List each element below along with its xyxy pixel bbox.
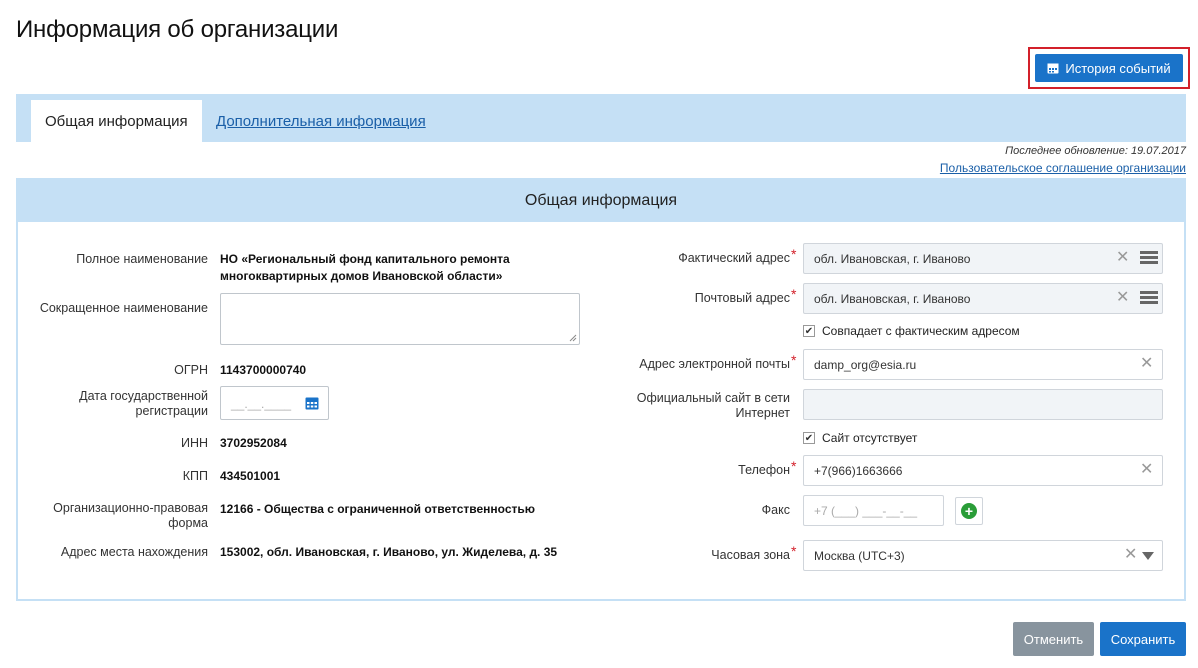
- inn-value: 3702952084: [220, 436, 287, 450]
- kpp-label: КПП: [182, 469, 208, 483]
- legal-form-label-line1: Организационно-правовая: [53, 501, 208, 515]
- short-name-textarea[interactable]: [220, 293, 580, 345]
- required-asterisk: *: [791, 352, 797, 368]
- email-field[interactable]: [803, 349, 1163, 380]
- menu-icon[interactable]: [1140, 289, 1162, 309]
- ogrn-value: 1143700000740: [220, 363, 307, 377]
- history-button-highlight: [1028, 47, 1190, 89]
- same-as-actual-checkbox[interactable]: ✔: [804, 325, 814, 337]
- calendar-icon: [1047, 62, 1059, 74]
- fax-label: Факс: [761, 503, 790, 517]
- timezone-label: Часовая зона: [711, 548, 790, 562]
- required-asterisk: *: [791, 543, 797, 559]
- same-as-actual-row[interactable]: [803, 324, 1020, 338]
- actual-address-label: Фактический адрес: [678, 251, 790, 265]
- actual-address-value: обл. Ивановская, г. Иваново: [814, 251, 971, 266]
- add-fax-button[interactable]: [955, 497, 983, 525]
- panel-title: Общая информация: [18, 180, 1184, 222]
- reg-date-label: [16, 389, 208, 419]
- ogrn-label: ОГРН: [174, 363, 208, 377]
- location-label: Адрес места нахождения: [60, 545, 208, 559]
- user-agreement-link[interactable]: Пользовательское соглашение организации: [939, 161, 1186, 175]
- reg-date-label-line1: Дата государственной: [79, 389, 208, 403]
- website-label-line1: Официальный сайт в сети: [636, 391, 790, 405]
- website-field[interactable]: [803, 389, 1163, 420]
- reg-date-placeholder: __.__.____: [231, 397, 292, 411]
- tab-additional-info[interactable]: Дополнительная информация: [216, 112, 426, 130]
- tabs-bar: [16, 94, 1186, 142]
- tab-general-info[interactable]: Общая информация: [31, 100, 202, 142]
- actual-address-field[interactable]: [803, 243, 1163, 274]
- save-button[interactable]: Сохранить: [1100, 622, 1186, 656]
- email-value: damp_org@esia.ru: [814, 357, 917, 372]
- clear-icon[interactable]: ✕: [1140, 355, 1154, 372]
- phone-value: +7(966)1663666: [814, 463, 903, 478]
- legal-form-value: 12166 - Общества с ограниченной ответственностью: [220, 502, 535, 516]
- menu-icon[interactable]: [1140, 249, 1162, 269]
- legal-form-label-line2: форма: [168, 516, 208, 530]
- website-label-line2: Интернет: [735, 406, 790, 420]
- full-name-line1: НО «Региональный фонд капитального ремонта: [220, 252, 510, 266]
- clear-icon[interactable]: ✕: [1116, 249, 1130, 266]
- clear-icon[interactable]: ✕: [1116, 289, 1130, 306]
- required-asterisk: *: [791, 286, 797, 302]
- page-title: Информация об организации: [16, 16, 339, 43]
- full-name-label: Полное наименование: [76, 252, 208, 266]
- phone-field[interactable]: [803, 455, 1163, 486]
- timezone-value: Москва (UTC+3): [814, 548, 905, 563]
- clear-icon[interactable]: ✕: [1140, 461, 1154, 478]
- location-value: 153002, обл. Ивановская, г. Иваново, ул. Жиделева, д. 35: [220, 545, 558, 559]
- short-name-label: Сокращенное наименование: [39, 301, 208, 315]
- website-label: [560, 391, 790, 421]
- required-asterisk: *: [791, 246, 797, 262]
- inn-label: ИНН: [180, 436, 208, 450]
- postal-address-field[interactable]: [803, 283, 1163, 314]
- clear-icon[interactable]: ✕: [1124, 546, 1138, 563]
- full-name-line2: многоквартирных домов Ивановской области»: [220, 269, 503, 283]
- postal-address-label: Почтовый адрес: [694, 291, 790, 305]
- plus-icon: +: [961, 503, 977, 519]
- no-site-checkbox[interactable]: ✔: [804, 432, 814, 444]
- fax-placeholder: +7 (___) ___-__-__: [814, 503, 918, 518]
- last-update-text: Последнее обновление: 19.07.2017: [1005, 145, 1186, 157]
- phone-label: Телефон: [738, 463, 790, 477]
- no-site-label: Сайт отсутствует: [822, 431, 918, 445]
- reg-date-input[interactable]: [220, 386, 329, 420]
- legal-form-label: [16, 501, 208, 531]
- required-asterisk: *: [791, 458, 797, 474]
- resize-handle-icon[interactable]: [569, 334, 577, 342]
- history-button[interactable]: [1035, 54, 1183, 82]
- kpp-value: 434501001: [220, 469, 281, 483]
- timezone-select[interactable]: [803, 540, 1163, 571]
- full-name-value: [220, 251, 510, 285]
- same-as-actual-label: Совпадает с фактическим адресом: [822, 324, 1020, 338]
- cancel-button[interactable]: Отменить: [1013, 622, 1094, 656]
- postal-address-value: обл. Ивановская, г. Иваново: [814, 291, 971, 306]
- fax-field[interactable]: [803, 495, 944, 526]
- chevron-down-icon[interactable]: [1142, 552, 1154, 560]
- no-site-row[interactable]: [803, 431, 917, 445]
- reg-date-label-line2: регистрации: [135, 404, 208, 418]
- history-button-label: История событий: [1065, 60, 1171, 76]
- calendar-icon[interactable]: [305, 396, 319, 410]
- email-label: Адрес электронной почты: [639, 357, 790, 371]
